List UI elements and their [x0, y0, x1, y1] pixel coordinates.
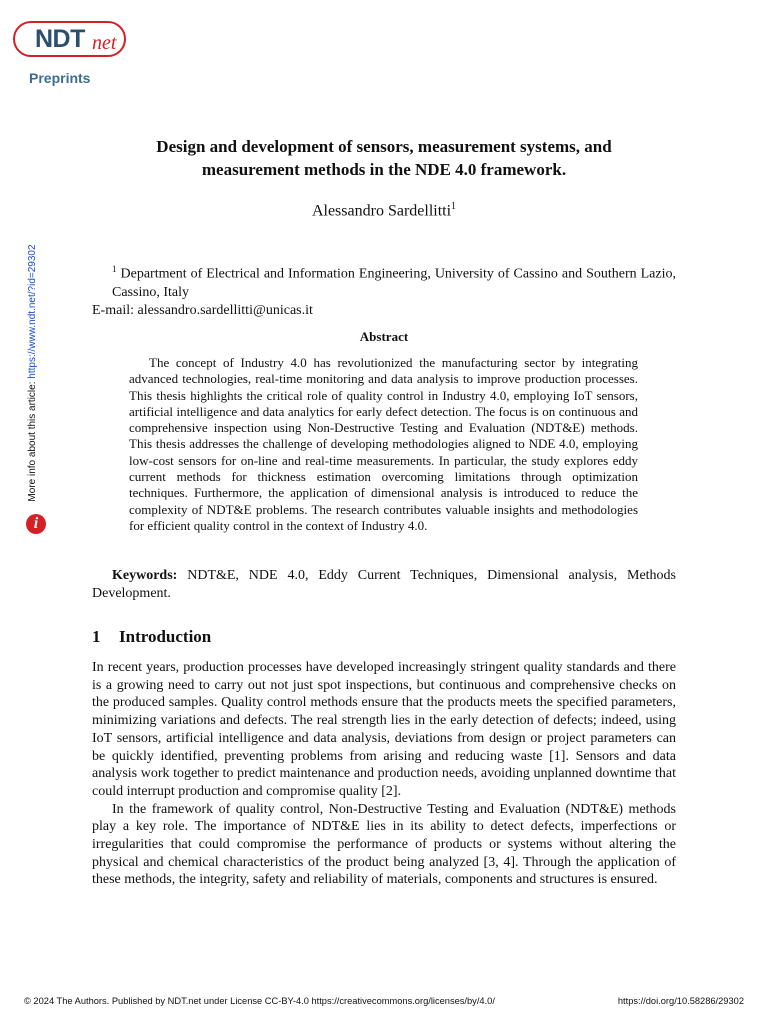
abstract-heading: Abstract	[359, 329, 409, 344]
author-email: E-mail: alessandro.sardellitti@unicas.it	[92, 302, 313, 318]
section-heading	[92, 627, 211, 647]
license-footer: © 2024 The Authors. Published by NDT.net under License CC-BY-4.0 https://creativecommons.org/licenses/by/4.0/	[24, 996, 495, 1006]
affiliation-superscript: 1	[112, 264, 117, 274]
article-info-text	[27, 243, 43, 503]
introduction-body	[92, 659, 676, 889]
article-info-sidebar	[25, 244, 47, 543]
paragraph: In the framework of quality control, Non-Destructive Testing and Evaluation (NDT&E) methods play a key role. The importance of NDT&E lies in its ability to detect defects, imperfections or irregularities that could compromise the performance of products or systems without altering the physical and chemical characteristics of the product being analyzed [3, 4]. Through the application of these methods, the integrity, safety and reliability of materials, components and structures is ensured.	[92, 801, 676, 888]
doi-footer[interactable]: https://doi.org/10.58286/29302	[617, 996, 744, 1006]
affiliation-line	[92, 260, 676, 302]
keywords-text: NDT&E, NDE 4.0, Eddy Current Techniques, Dimensional analysis, Methods Development.	[92, 568, 676, 601]
author-name: Alessandro Sardellitti	[311, 202, 452, 220]
affiliation-text: Department of Electrical and Information Engineering, University of Cassino and Southern Lazio, Cassino, Italy	[112, 266, 677, 300]
paper-title: Design and development of sensors, measurement systems, and measurement methods in the NDE 4.0 framework.	[156, 137, 612, 179]
keywords-label: Keywords:	[112, 568, 178, 583]
section-number: 1	[92, 627, 101, 646]
ndtnet-logo[interactable]	[13, 21, 126, 57]
author-line	[0, 201, 768, 220]
logo-net-text: net	[92, 32, 117, 54]
article-info-prefix: More info about this article:	[27, 378, 38, 502]
preprints-label: Preprints	[29, 70, 91, 86]
info-icon[interactable]: i	[26, 514, 46, 534]
logo-ndt-text: NDT	[35, 25, 85, 53]
author-superscript: 1	[451, 201, 457, 212]
affiliation-block	[92, 260, 676, 320]
keywords-block	[92, 567, 676, 603]
article-info-link[interactable]: https://www.ndt.net/?id=29302	[27, 244, 38, 379]
section-title: Introduction	[119, 627, 212, 646]
abstract-text: The concept of Industry 4.0 has revolutionized the manufacturing sector by integrating advanced technologies, real-time monitoring and data analysis to improve production processes. This thesis highlights the critical role of quality control in Industry 4.0, employing IoT sensors, artificial intelligence and data analytics for early defect detection. The focus is on continuous and comprehensive inspection using Non-Destructive Testing and Evaluation (NDT&E) methods. This thesis addresses the challenge of developing methodologies aligned to NDE 4.0, employing low-cost sensors for on-line and real-time measurements. In particular, the study explores eddy current methods for thickness estimation overcoming limitations through optimization techniques. Furthermore, the application of dimensional analysis is introduced to reduce the complexity of NDT&E problems. The research contributes valuable insights and methodologies for efficient quality control in the context of Industry 4.0.	[129, 355, 638, 533]
paragraph: In recent years, production processes have developed increasingly stringent quality standards and there is a growing need to carry out not just spot inspections, but continuous and comprehensive checks on the produced samples. Quality control methods ensure that the products meets the specified parameters, minimizing variations and defects. The real strength lies in the early detection of defects; indeed, using IoT sensors, artificial intelligence and data analysis, deviations from design or project parameters can be quickly identified, preventing problems from arising and reducing waste [1]. Sensors and data analysis work together to predict maintenance and production needs, avoiding unplanned downtime that could interrupt production and compromise quality [2].	[92, 660, 676, 799]
